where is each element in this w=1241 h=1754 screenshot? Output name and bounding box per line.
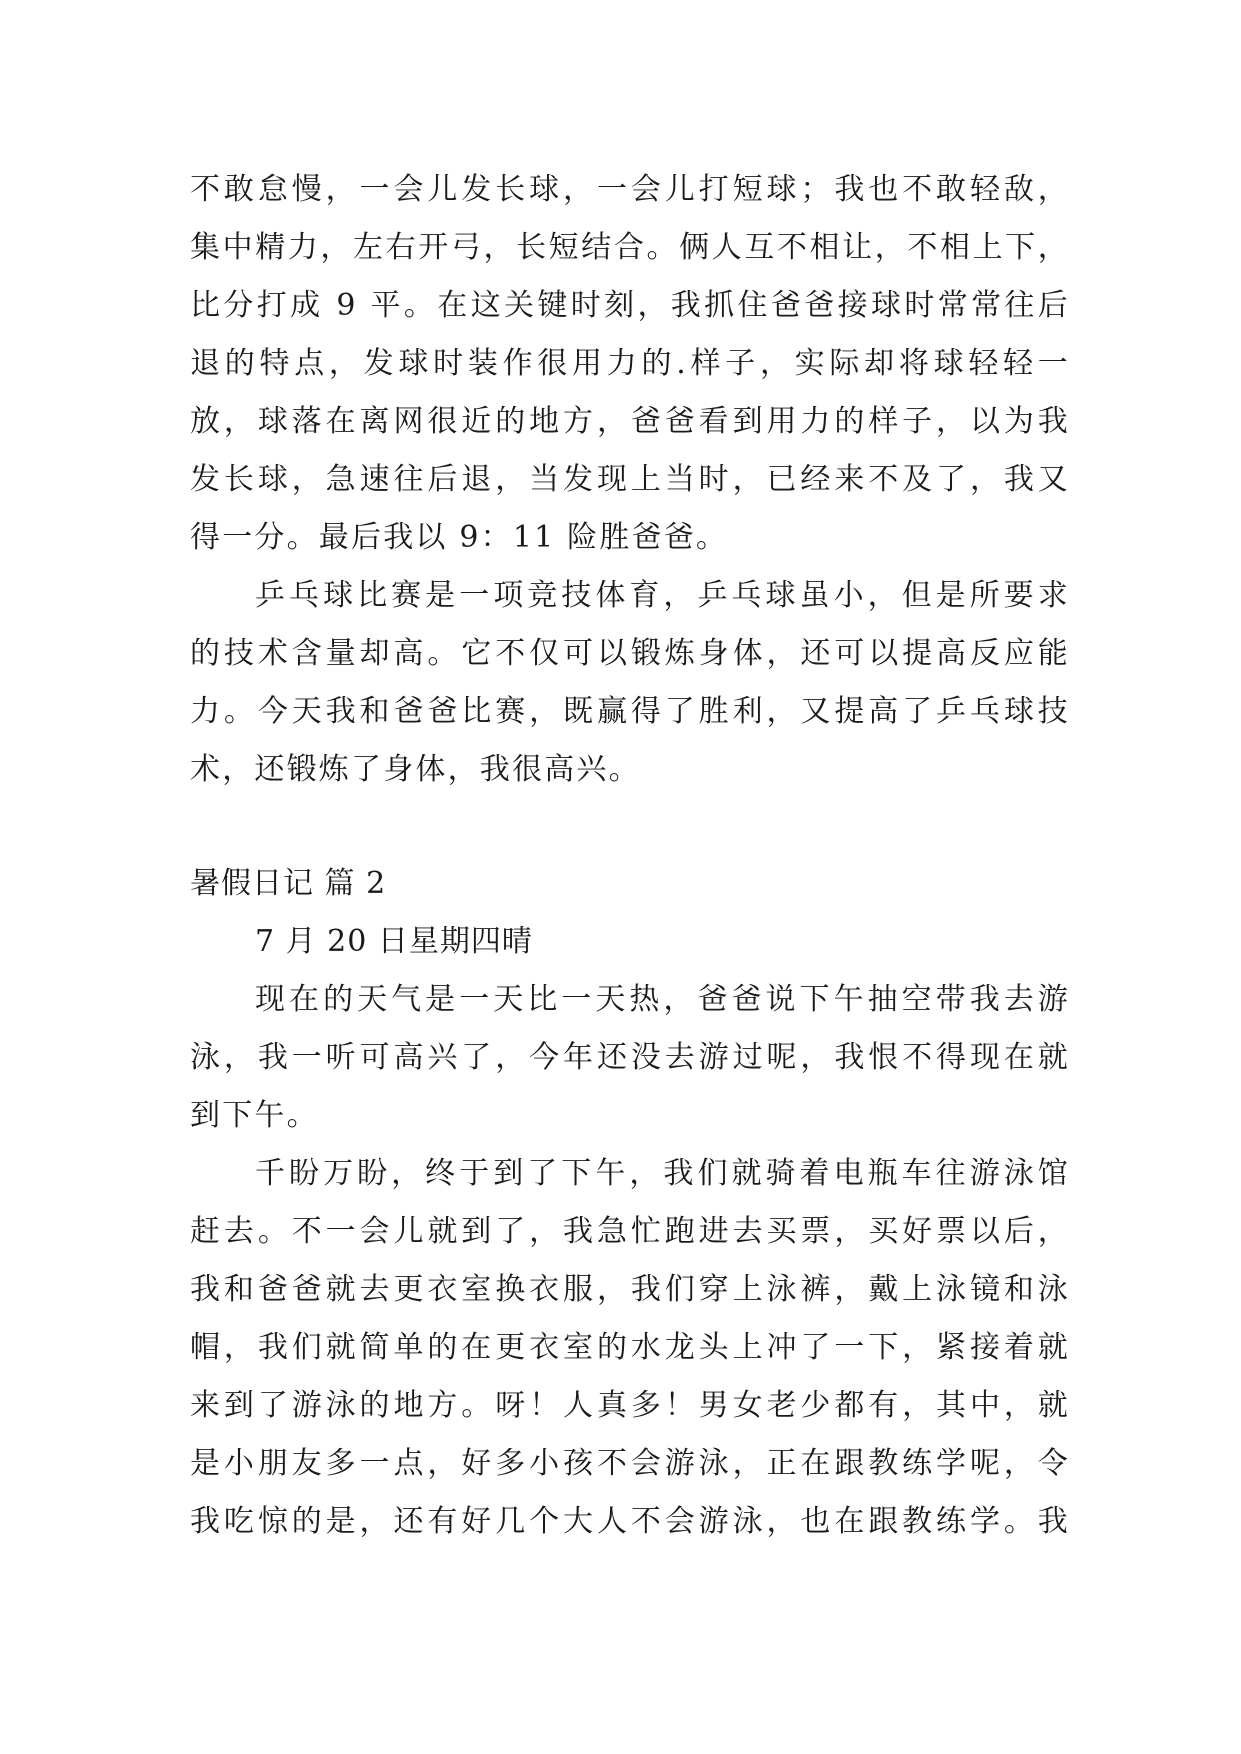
paragraph-first-line: 现在的天气是一天比一天热，爸爸说下午抽空带我去游 xyxy=(255,982,1070,1017)
text-line: 我和爸爸就去更衣室换衣服，我们穿上泳裤，戴上泳镜和泳 xyxy=(190,1272,1070,1307)
section-heading: 暑假日记 篇 2 xyxy=(190,866,387,901)
text-line: 帽，我们就简单的在更衣室的水龙头上冲了一下，紧接着就 xyxy=(190,1330,1070,1365)
text-line: 发长球，急速往后退，当发现上当时，已经来不及了，我又 xyxy=(190,462,1070,497)
text-line: 得一分。最后我以 9：11 险胜爸爸。 xyxy=(190,520,729,555)
text-line: 集中精力，左右开弓，长短结合。俩人互不相让，不相上下， xyxy=(190,230,1070,265)
text-line: 泳，我一听可高兴了，今年还没去游过呢，我恨不得现在就 xyxy=(190,1040,1070,1075)
text-line: 力。今天我和爸爸比赛，既赢得了胜利，又提高了乒乓球技 xyxy=(190,694,1070,729)
paragraph-first-line: 乒乓球比赛是一项竞技体育，乒乓球虽小，但是所要求 xyxy=(255,578,1070,613)
text-line: 放，球落在离网很近的地方，爸爸看到用力的样子，以为我 xyxy=(190,404,1070,439)
text-line: 退的特点，发球时装作很用力的.样子，实际却将球轻轻一 xyxy=(190,346,1070,381)
text-line: 到下午。 xyxy=(190,1098,319,1133)
text-line: 赶去。不一会儿就到了，我急忙跑进去买票，买好票以后， xyxy=(190,1214,1070,1249)
text-line: 比分打成 9 平。在这关键时刻，我抓住爸爸接球时常常往后 xyxy=(190,288,1070,323)
text-line: 术，还锻炼了身体，我很高兴。 xyxy=(190,752,641,787)
paragraph-first-line: 千盼万盼，终于到了下午，我们就骑着电瓶车往游泳馆 xyxy=(255,1156,1070,1191)
text-line: 是小朋友多一点，好多小孩不会游泳，正在跟教练学呢，令 xyxy=(190,1446,1070,1481)
text-line: 的技术含量却高。它不仅可以锻炼身体，还可以提高反应能 xyxy=(190,636,1070,671)
diary-date: 7 月 20 日星期四晴 xyxy=(255,924,533,959)
text-line: 我吃惊的是，还有好几个大人不会游泳，也在跟教练学。我 xyxy=(190,1504,1070,1539)
text-line: 来到了游泳的地方。呀！人真多！男女老少都有，其中，就 xyxy=(190,1388,1070,1423)
text-line: 不敢怠慢，一会儿发长球，一会儿打短球；我也不敢轻敌， xyxy=(190,172,1070,207)
